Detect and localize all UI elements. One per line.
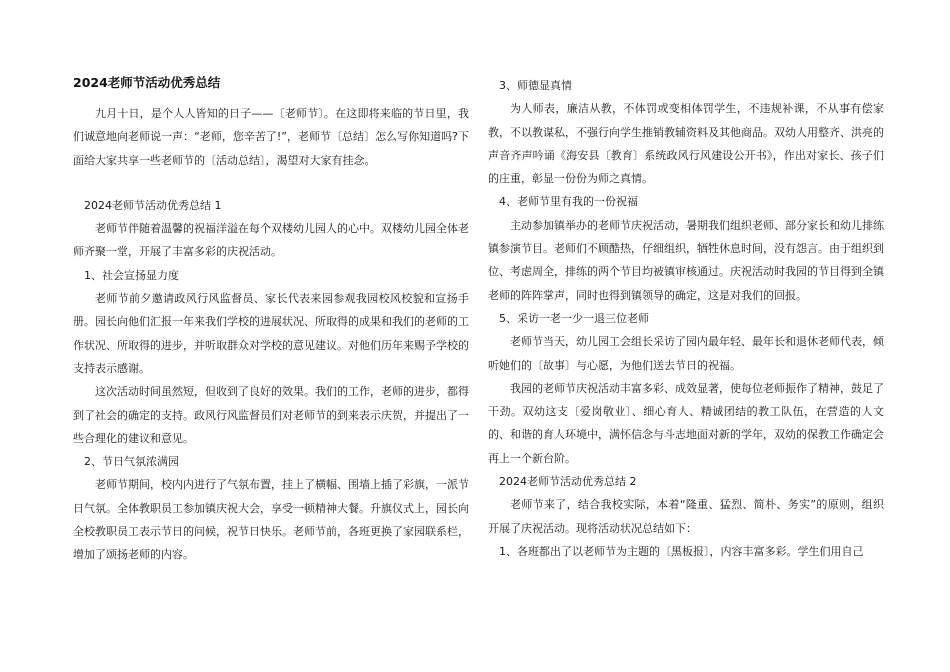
section-heading: 1、社会宣扬显力度 (84, 268, 179, 282)
left-column (73, 74, 469, 567)
paragraph: 老师节当天，幼儿园工会组长采访了园内最年轻、最年长和退休老师代表，倾听她们的〔故事〕与心愿，为他们送去节日的祝福。 (488, 335, 884, 372)
paragraph: 老师节前夕邀请政风行风监督员、家长代表来园参观我园校风校貌和宣扬手册。园长向他们汇报一年来我们学校的进展状况、所取得的成果和我们的老师的工作状况、所取得的进步，并听取群众对学校的意见建议。对他们历年来赐予学校的支持表示感谢。 (73, 292, 469, 375)
document-title: 2024老师节活动优秀总结 (73, 75, 221, 90)
paragraph: 老师节期间，校内内进行了气氛布置，挂上了横幅、围墙上插了彩旗，一派节日气氛。全体教职员工参加镇庆祝大会，享受一顿精神大餐。升旗仪式上，园长向全校教职员工表示节日的问候，祝节日快乐。老师节前，各班更换了家园联系栏，增加了颂扬老师的内容。 (73, 478, 469, 562)
paragraph: 为人师表，廉洁从教，不体罚或变相体罚学生，不违规补课，不从事有偿家教，不以教谋私，不强行向学生推销教辅资料及其他商品。双幼人用整齐、洪亮的声音齐声吟诵《海安县〔教育〕系统政风行风建设公开书》，作出对家长、孩子们的庄重，彰显一份份为师之真情。 (488, 102, 884, 186)
section-heading: 5、采访一老一少一退三位老师 (499, 311, 649, 325)
paragraph: 老师节来了，结合我校实际，本着“隆重、猛烈、简朴、务实”的原则，组织开展了庆祝活动。现将活动状况总结如下： (488, 498, 884, 535)
right-column (488, 74, 884, 563)
section-heading: 4、老师节里有我的一份祝福 (499, 195, 638, 209)
summary-2-heading: 2024老师节活动优秀总结 2 (499, 475, 637, 489)
paragraph: 主动参加镇举办的老师节庆祝活动，暑期我们组织老师、部分家长和幼儿排练镇参演节目。老师们不顾酷热，仔细组织，牺牲休息时间，没有怨言。由于组织到位、考虑周全，排练的两个节目均被镇审核通过。庆祝活动时我园的节目得到全镇老师的阵阵掌声，同时也得到镇领导的确定，这是对我们的回报。 (488, 218, 884, 302)
paragraph: 这次活动时间虽然短，但收到了良好的效果。我们的工作，老师的进步，都得到了社会的确定的支持。政风行风监督员们对老师节的到来表示庆贺，并提出了一些合理化的建议和意见。 (73, 385, 469, 445)
section-heading: 3、师德显真情 (499, 79, 572, 92)
intro-paragraph: 九月十日，是个人人皆知的日子——〔老师节〕。在这即将来临的节日里，我们诚意地向老师说一声：“老师，您辛苦了!”，老师节〔总结〕怎么写你知道吗?下面给大家共享一些老师节的〔活动总结〕，渴望对大家有挂念。 (73, 107, 469, 167)
paragraph: 我园的老师节庆祝活动丰富多彩、成效显著，使每位老师振作了精神，鼓足了干劲。双幼这支〔爱岗敬业〕、细心育人、精诚团结的教工队伍，在营造的人文的、和谐的育人环境中，满怀信念与斗志地面对新的学年，双幼的保教工作确定会再上一个新台阶。 (488, 381, 884, 465)
paragraph: 1、各班都出了以老师节为主题的〔黑板报〕，内容丰富多彩。学生们用自己 (499, 544, 864, 558)
summary-1-heading: 2024老师节活动优秀总结 1 (84, 198, 222, 212)
paragraph: 老师节伴随着温馨的祝福洋溢在每个双楼幼儿园人的心中。双楼幼儿园全体老师齐聚一堂，开展了丰富多彩的庆祝活动。 (73, 222, 469, 259)
section-heading: 2、节日气氛浓满园 (84, 455, 179, 469)
